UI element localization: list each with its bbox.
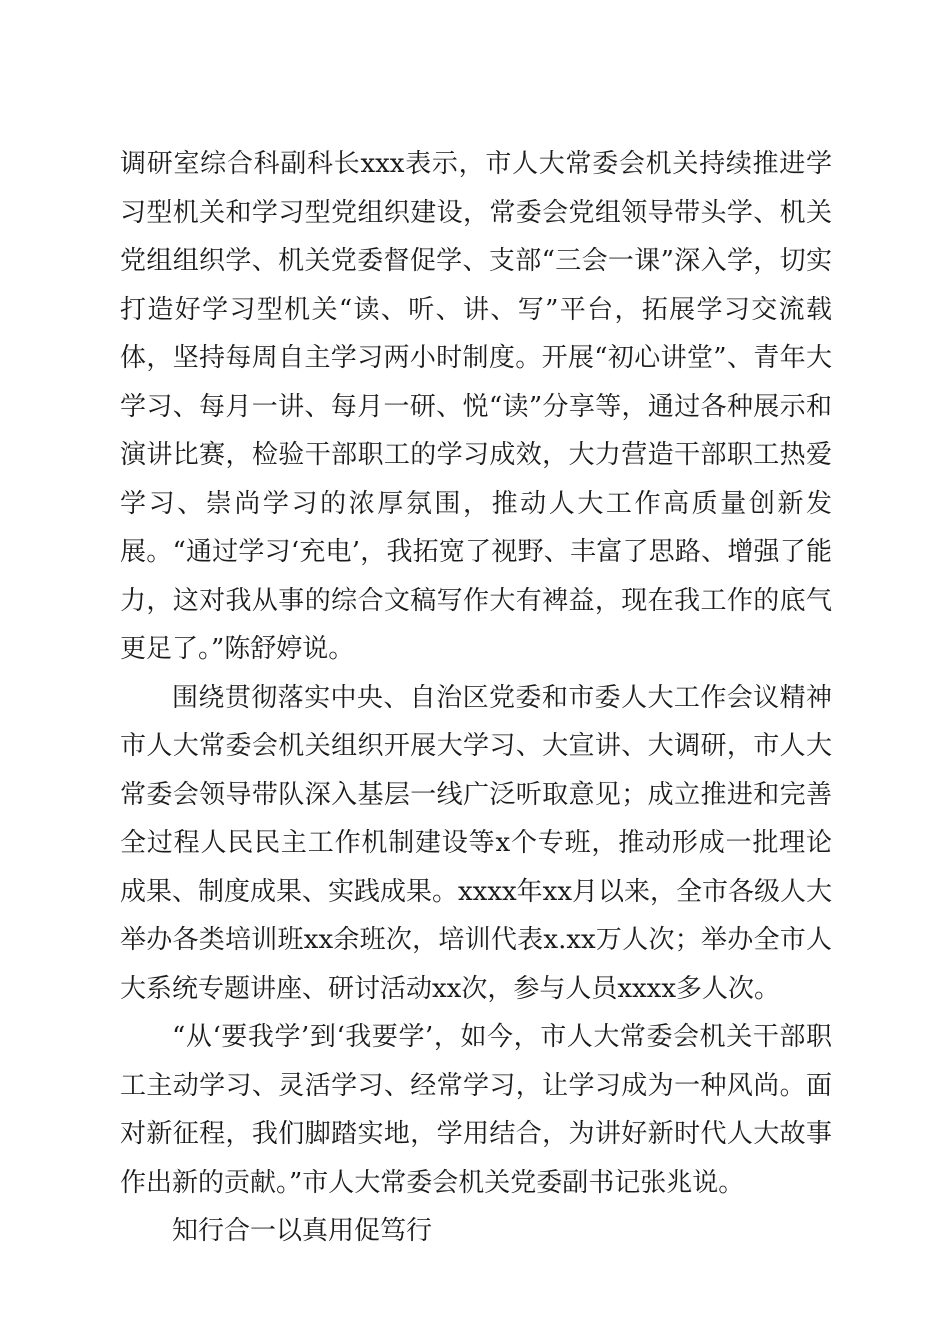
body-text	[120, 140, 832, 1256]
section-heading: 知行合一以真用促笃行	[172, 1216, 433, 1246]
paragraph-2: 围绕贯彻落实中央、自治区党委和市委人大工作会议精神市人大常委会机关组织开展大学习、大宣讲、大调研，市人大常委会领导带队深入基层一线广泛听取意见；成立推进和完善全过程人民民主工作机制建设等x个专班，推动形成一批理论成果、制度成果、实践成果。xxxx年xx月以来，全市各级人大举办各类培训班xx余班次，培训代表x.xx万人次；举办全市人大系统专题讲座、研讨活动xx次，参与人员xxxx多人次。	[120, 682, 832, 1004]
paragraph-3: “从‘要我学’到‘我要学’，如今，市人大常委会机关干部职工主动学习、灵活学习、经常学习，让学习成为一种风尚。面对新征程，我们脚踏实地，学用结合，为讲好新时代人大故事作出新的贡献。”市人大常委会机关党委副书记张兆说。	[120, 1022, 832, 1198]
paragraph-1: 调研室综合科副科长xxx表示，市人大常委会机关持续推进学习型机关和学习型党组织建设，常委会党组领导带头学、机关党组组织学、机关党委督促学、支部“三会一课”深入学，切实打造好学习型机关“读、听、讲、写”平台，拓展学习交流载体，坚持每周自主学习两小时制度。开展“初心讲堂”、青年大学习、每月一讲、每月一研、悦“读”分享等，通过各种展示和演讲比赛，检验干部职工的学习成效，大力营造干部职工热爱学习、崇尚学习的浓厚氛围，推动人大工作高质量创新发展。“通过学习‘充电’，我拓宽了视野、丰富了思路、增强了能力，这对我从事的综合文稿写作大有裨益，现在我工作的底气更足了。”陈舒婷说。	[120, 149, 832, 664]
